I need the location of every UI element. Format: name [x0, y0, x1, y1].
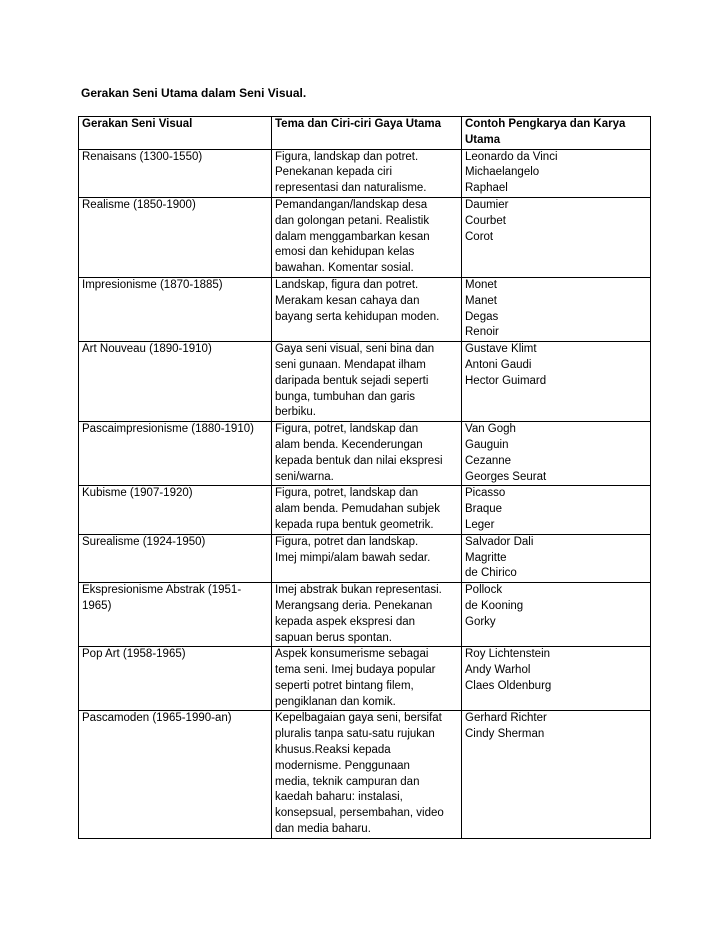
movement-line: 1965) [82, 599, 112, 612]
artists-line: Courbet [465, 214, 506, 227]
theme-line: Figura, potret dan landskap. [275, 535, 419, 548]
artists-cell [462, 422, 651, 486]
movement-line: Surealisme (1924-1950) [82, 535, 206, 548]
theme-line: seperti potret bintang filem, [275, 679, 414, 692]
table-row [79, 486, 651, 534]
theme-line: bayang serta kehidupan moden. [275, 310, 440, 323]
theme-line: dan media baharu. [275, 823, 371, 836]
theme-cell [272, 647, 462, 711]
table-row [79, 534, 651, 582]
table-row [79, 583, 651, 647]
theme-line: Landskap, figura dan potret. [275, 278, 419, 291]
artists-cell [462, 149, 651, 197]
theme-line: Imej mimpi/alam bawah sedar. [275, 551, 431, 564]
table-row [79, 711, 651, 838]
artists-line: Gauguin [465, 438, 509, 451]
artists-line: Magritte [465, 551, 507, 564]
artists-cell [462, 486, 651, 534]
theme-cell [272, 422, 462, 486]
table-row [79, 197, 651, 277]
theme-line: kepada aspek ekspresi dan [275, 615, 416, 628]
artists-line: de Kooning [465, 599, 524, 612]
theme-cell [272, 534, 462, 582]
artists-cell [462, 342, 651, 422]
artists-cell [462, 583, 651, 647]
theme-line: khusus.Reaksi kepada [275, 744, 391, 757]
theme-line: Figura, potret, landskap dan [275, 487, 419, 500]
artists-line: Georges Seurat [465, 470, 547, 483]
artists-line: Hector Guimard [465, 374, 547, 387]
table-row [79, 422, 651, 486]
header-artists-label: Utama [465, 133, 501, 146]
theme-line: Gaya seni visual, seni bina dan [275, 343, 435, 356]
theme-line: sapuan berus spontan. [275, 631, 393, 644]
artists-line: Cezanne [465, 454, 512, 467]
theme-line: representasi dan naturalisme. [275, 182, 427, 195]
artists-line: Braque [465, 503, 503, 516]
theme-line: kepada bentuk dan nilai ekspresi [275, 454, 443, 467]
table-row [79, 149, 651, 197]
header-artists [462, 117, 651, 150]
movement-line: Impresionisme (1870-1885) [82, 278, 223, 291]
theme-cell [272, 149, 462, 197]
artists-line: Leger [465, 518, 495, 531]
theme-line: Merakam kesan cahaya dan [275, 294, 420, 307]
artists-cell [462, 711, 651, 838]
theme-line: seni gunaan. Mendapat ilham [275, 358, 426, 371]
theme-line: dalam menggambarkan kesan [275, 230, 430, 243]
theme-line: Figura, landskap dan potret. [275, 150, 419, 163]
theme-line: pengiklanan dan komik. [275, 695, 396, 708]
theme-line: bunga, tumbuhan dan garis [275, 390, 416, 403]
artists-line: Leonardo da Vinci [465, 150, 558, 163]
theme-line: alam benda. Pemudahan subjek [275, 503, 440, 516]
movement-cell [79, 149, 272, 197]
theme-line: dan golongan petani. Realistik [275, 214, 430, 227]
table-body [79, 149, 651, 838]
theme-cell [272, 711, 462, 838]
movement-line: Pascamoden (1965-1990-an) [82, 712, 232, 725]
theme-line: berbiku. [275, 406, 316, 419]
artists-line: Salvador Dali [465, 535, 534, 548]
theme-line: Pemandangan/landskap desa [275, 198, 428, 211]
theme-cell [272, 342, 462, 422]
theme-cell [272, 277, 462, 341]
header-theme [272, 117, 462, 150]
theme-line: pluralis tanpa satu-satu rujukan [275, 728, 435, 741]
artists-line: de Chirico [465, 567, 517, 580]
artists-line: Gustave Klimt [465, 343, 537, 356]
theme-line: emosi dan kehidupan kelas [275, 246, 415, 259]
artists-cell [462, 197, 651, 277]
artists-line: Daumier [465, 198, 509, 211]
artists-line: Andy Warhol [465, 664, 531, 677]
artists-line: Corot [465, 230, 494, 243]
header-movement-label: Gerakan Seni Visual [82, 118, 193, 130]
artists-line: Cindy Sherman [465, 728, 545, 741]
movement-line: Art Nouveau (1890-1910) [82, 343, 212, 356]
artists-cell [462, 534, 651, 582]
artists-line: Monet [465, 278, 497, 291]
movement-cell [79, 711, 272, 838]
table-row [79, 342, 651, 422]
movement-line: Pop Art (1958-1965) [82, 648, 186, 661]
theme-line: Figura, potret, landskap dan [275, 423, 419, 436]
artists-line: Roy Lichtenstein [465, 648, 551, 661]
theme-line: konsepsual, persembahan, video [275, 807, 444, 820]
movement-cell [79, 277, 272, 341]
artists-line: Manet [465, 294, 497, 307]
theme-cell [272, 486, 462, 534]
theme-line: alam benda. Kecenderungan [275, 438, 423, 451]
movement-line: Renaisans (1300-1550) [82, 150, 203, 163]
table-row [79, 277, 651, 341]
movement-line: Realisme (1850-1900) [82, 198, 196, 211]
movement-line: Ekspresionisme Abstrak (1951- [82, 584, 242, 597]
theme-line: kepada rupa bentuk geometrik. [275, 518, 434, 531]
movement-cell [79, 422, 272, 486]
artists-line: Degas [465, 310, 499, 323]
artists-line: Raphael [465, 182, 508, 195]
movement-cell [79, 647, 272, 711]
art-movements-table [78, 116, 651, 839]
movement-cell [79, 486, 272, 534]
artists-line: Renoir [465, 326, 499, 339]
theme-line: Merangsang deria. Penekanan [275, 599, 433, 612]
table-header-row [79, 117, 651, 150]
artists-line: Michaelangelo [465, 166, 540, 179]
movement-cell [79, 197, 272, 277]
header-movement [79, 117, 272, 150]
theme-line: daripada bentuk sejadi seperti [275, 374, 429, 387]
page-title: Gerakan Seni Utama dalam Seni Visual. [81, 86, 307, 100]
theme-line: Kepelbagaian gaya seni, bersifat [275, 712, 442, 725]
movement-line: Pascaimpresionisme (1880-1910) [82, 423, 254, 436]
artists-cell [462, 647, 651, 711]
artists-line: Gorky [465, 615, 496, 628]
artists-line: Antoni Gaudi [465, 358, 532, 371]
theme-line: bawahan. Komentar sosial. [275, 262, 414, 275]
theme-line: tema seni. Imej budaya popular [275, 664, 436, 677]
theme-line: Imej abstrak bukan representasi. [275, 584, 442, 597]
artists-line: Pollock [465, 584, 503, 597]
theme-line: Aspek konsumerisme sebagai [275, 648, 429, 661]
artists-cell [462, 277, 651, 341]
artists-line: Picasso [465, 487, 506, 500]
theme-line: modernisme. Penggunaan [275, 759, 410, 772]
theme-cell [272, 583, 462, 647]
artists-line: Claes Oldenburg [465, 679, 552, 692]
theme-line: kaedah baharu: instalasi, [275, 791, 403, 804]
table-row [79, 647, 651, 711]
theme-line: media, teknik campuran dan [275, 775, 420, 788]
header-theme-label: Tema dan Ciri-ciri Gaya Utama [275, 118, 441, 130]
theme-line: Penekanan kepada ciri [275, 166, 392, 179]
header-artists-label: Contoh Pengkarya dan Karya [465, 118, 626, 130]
theme-cell [272, 197, 462, 277]
movement-cell [79, 342, 272, 422]
movement-cell [79, 534, 272, 582]
theme-line: seni/warna. [275, 470, 334, 483]
movement-line: Kubisme (1907-1920) [82, 487, 193, 500]
artists-line: Gerhard Richter [465, 712, 547, 725]
movement-cell [79, 583, 272, 647]
artists-line: Van Gogh [465, 423, 516, 436]
